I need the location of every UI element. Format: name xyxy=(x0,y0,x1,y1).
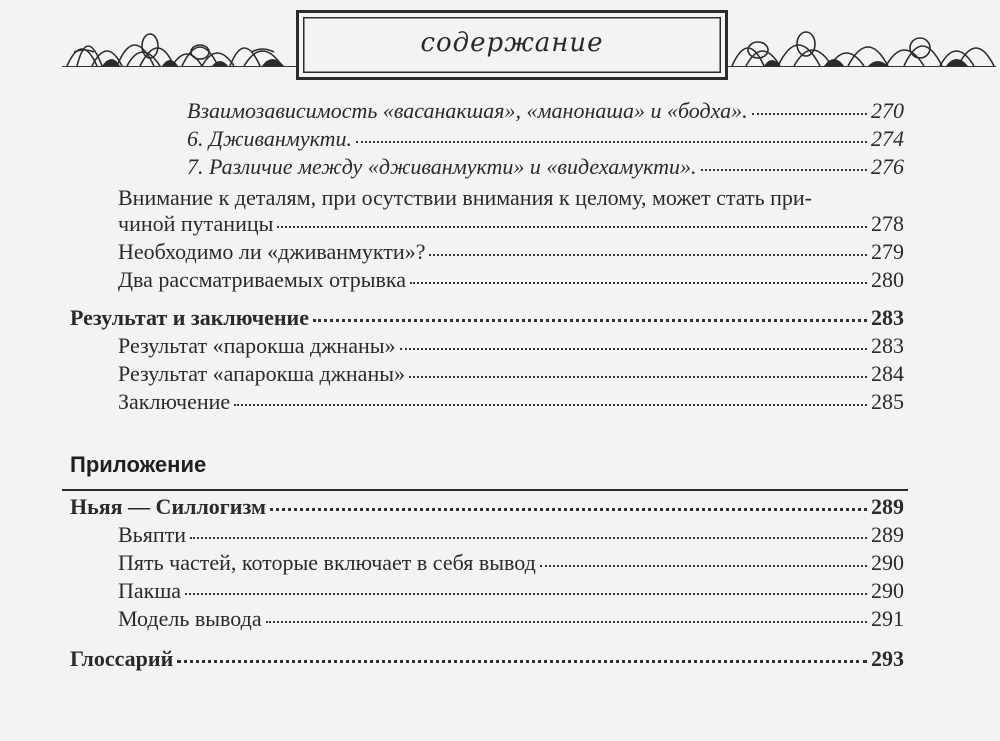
toc-entry-vyapti[interactable] xyxy=(118,524,904,546)
toc-entry-text: Заключение xyxy=(118,389,231,414)
toc-leader-dots xyxy=(701,167,867,171)
toc-entry-text: Результат и заключение xyxy=(70,305,309,330)
toc-leader-dots xyxy=(356,139,867,143)
toc-page-number: 283 xyxy=(871,333,904,358)
toc-entry-conclusion[interactable] xyxy=(118,391,904,413)
toc-entry-necessary[interactable] xyxy=(118,241,904,263)
toc-entry-glossary[interactable] xyxy=(70,648,904,670)
toc-leader-dots xyxy=(185,591,867,595)
lotus-ornament-left xyxy=(62,22,292,68)
toc-entry-result-conclusion[interactable] xyxy=(70,307,904,329)
header-title-frame xyxy=(296,10,728,80)
toc-page-number: 270 xyxy=(871,98,904,123)
toc-entry-text: 7. Различие между «дживанмукти» и «видехамукти». xyxy=(187,154,697,179)
toc-entry-jivanmukti[interactable] xyxy=(187,128,904,150)
toc-leader-dots xyxy=(410,280,867,284)
toc-leader-dots xyxy=(177,658,867,663)
toc-page-number: 293 xyxy=(871,646,904,671)
toc-entry-nyaya[interactable] xyxy=(70,496,904,518)
toc-entry-result-aparoksha[interactable] xyxy=(118,363,904,385)
toc-entry-text: Результат «апарокша джнаны» xyxy=(118,361,405,386)
toc-leader-dots xyxy=(313,317,867,322)
toc-page-number: 279 xyxy=(871,239,904,264)
toc-leader-dots xyxy=(752,111,867,115)
toc-entry-paksha[interactable] xyxy=(118,580,904,602)
toc-page-number: 280 xyxy=(871,267,904,292)
toc-page-number: 278 xyxy=(871,211,904,236)
toc-entry-text: Пять частей, которые включает в себя вывод xyxy=(118,550,536,575)
toc-entry-five-parts[interactable] xyxy=(118,552,904,574)
toc-entry-text: 6. Дживанмукти. xyxy=(187,126,352,151)
toc-page-number: 290 xyxy=(871,550,904,575)
toc-page-number: 283 xyxy=(871,305,904,330)
toc-entry-two-excerpts[interactable] xyxy=(118,269,904,291)
toc-entry-vasanakshaya[interactable] xyxy=(187,100,904,122)
toc-leader-dots xyxy=(234,402,867,406)
toc-entry-model[interactable] xyxy=(118,608,904,630)
toc-entry-text: Два рассматриваемых отрывка xyxy=(118,267,406,292)
toc-leader-dots xyxy=(277,224,867,228)
toc-entry-difference[interactable] xyxy=(187,156,904,178)
toc-entry-text: чиной путаницы xyxy=(118,211,274,236)
header-title: содержание xyxy=(420,28,604,58)
toc-entry-text: Вьяпти xyxy=(118,522,186,547)
toc-page-number: 289 xyxy=(871,494,904,519)
toc-entry-text: Ньяя — Силлогизм xyxy=(70,494,266,519)
toc-leader-dots xyxy=(429,252,867,256)
appendix-heading: Приложение xyxy=(70,452,207,477)
toc-page-number: 290 xyxy=(871,578,904,603)
toc-entry-attention[interactable] xyxy=(118,213,904,235)
toc-entry-text: Модель вывода xyxy=(118,606,262,631)
appendix-rule xyxy=(62,489,908,491)
toc-entry-attention-line1[interactable]: Внимание к деталям, при осутствии внимания к целому, может стать при- xyxy=(118,185,813,210)
toc-page-number: 276 xyxy=(871,154,904,179)
toc-page-number: 284 xyxy=(871,361,904,386)
toc-entry-text: Взаимозависимость «васанакшая», «манонаша» и «бодха». xyxy=(187,98,748,123)
toc-leader-dots xyxy=(400,346,867,350)
toc-leader-dots xyxy=(409,374,867,378)
toc-entry-text: Глоссарий xyxy=(70,646,174,671)
toc-entry-text: Необходимо ли «дживанмукти»? xyxy=(118,239,426,264)
toc-page-number: 289 xyxy=(871,522,904,547)
toc-leader-dots xyxy=(540,563,867,567)
toc-entry-text: Результат «парокша джнаны» xyxy=(118,333,396,358)
toc-leader-dots xyxy=(270,506,867,511)
toc-page-number: 285 xyxy=(871,389,904,414)
toc-entry-result-paroksha[interactable] xyxy=(118,335,904,357)
toc-entry-text: Пакша xyxy=(118,578,182,603)
toc-leader-dots xyxy=(190,535,867,539)
toc-leader-dots xyxy=(266,619,867,623)
lotus-ornament-right xyxy=(728,22,998,68)
toc-page-number: 291 xyxy=(871,606,904,631)
toc-page-number: 274 xyxy=(871,126,904,151)
